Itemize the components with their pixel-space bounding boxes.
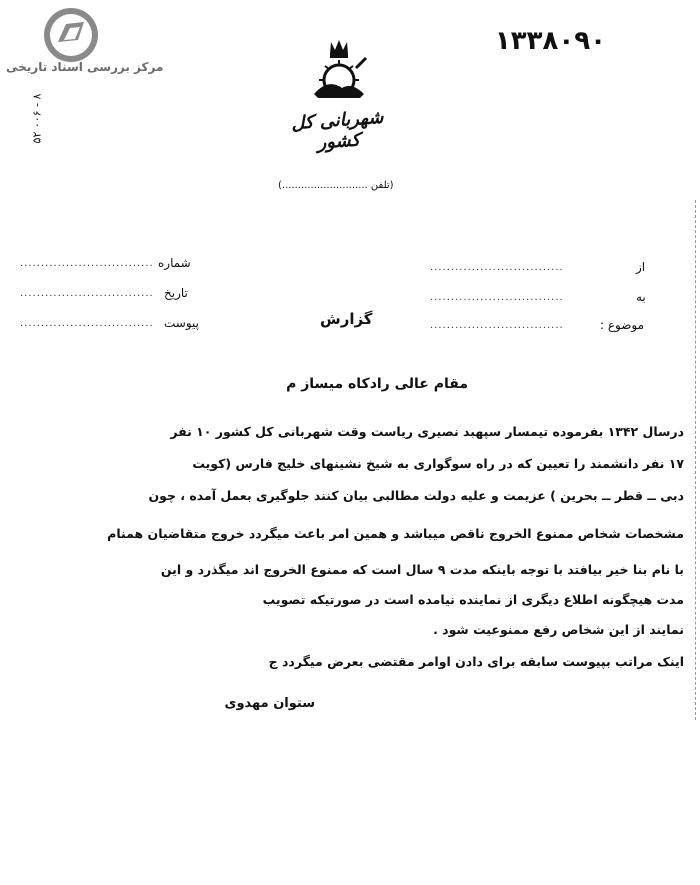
body-line: دبی ــ قطر ــ بحرین ) عزیمت و علیه دولت مطالبی بیان کنند جلوگیری بعمل آمده ، چون xyxy=(148,488,684,503)
archive-logo-icon xyxy=(42,6,100,64)
body-line: ۱۷ نفر دانشمند را تعیین که در راه سوگواری به شیخ نشینهای خلیج فارس (کویت xyxy=(192,456,684,471)
archive-name: مرکز بررسی اسناد تاریخی xyxy=(6,60,164,74)
body-line: نمایند از این شخاص رفع ممنوعیت شود . xyxy=(433,622,684,637)
attachment-label: پیوست xyxy=(164,316,199,330)
date-dots: ................................ xyxy=(20,288,154,299)
subject-label: موضوع : xyxy=(600,318,645,332)
from-label: از xyxy=(636,260,646,274)
body-line: با نام بنا خیر بیافتد با توجه باینکه مدت ۹ سال است که ممنوع الخروج اند میگذرد و این xyxy=(160,562,684,577)
report-title: گزارش xyxy=(320,310,373,328)
body-line: درسال ۱۳۴۲ بفرموده تیمسار سپهبد نصیری ریاست وقت شهربانی کل کشور ۱۰ نفر xyxy=(170,424,684,439)
to-label: به xyxy=(636,290,646,304)
number-label: شماره xyxy=(158,256,191,270)
date-label: تاریخ xyxy=(164,286,188,300)
from-dots: ................................ xyxy=(430,262,564,273)
lion-and-sun-emblem-icon xyxy=(308,38,370,104)
body-line: مشخصات شخاص ممنوع الخروج ناقص میباشد و همین امر باعث میگردد خروج متقاضیان همنام xyxy=(107,526,684,541)
body-line: اینک مراتب بپیوست سابقه برای دادن اوامر مقتضی بعرض میگردد ج xyxy=(268,654,684,669)
phone-line: (تلفن ...........................) xyxy=(278,180,394,191)
page-edge-divider xyxy=(694,200,696,720)
subject-dots: ................................ xyxy=(430,320,564,331)
margin-code xyxy=(22,92,62,152)
attachment-dots: ................................ xyxy=(20,318,154,329)
margin-code-text: ۵۲ ۰۰۶ - ۸ xyxy=(30,93,44,144)
signature: ستوان مهدوی xyxy=(224,696,315,711)
to-dots: ................................ xyxy=(430,292,564,303)
body-line: مدت هیچگونه اطلاع دیگری از نماینده نیامده است در صورتیکه تصویب xyxy=(262,592,684,607)
salutation: مقام عالی رادکاه میساز م xyxy=(286,376,468,392)
document-number: ۱۳۳۸۰۹۰ xyxy=(494,26,606,56)
organization-title: شهربانی کل کشور xyxy=(290,106,385,154)
number-dots: ................................ xyxy=(20,258,154,269)
